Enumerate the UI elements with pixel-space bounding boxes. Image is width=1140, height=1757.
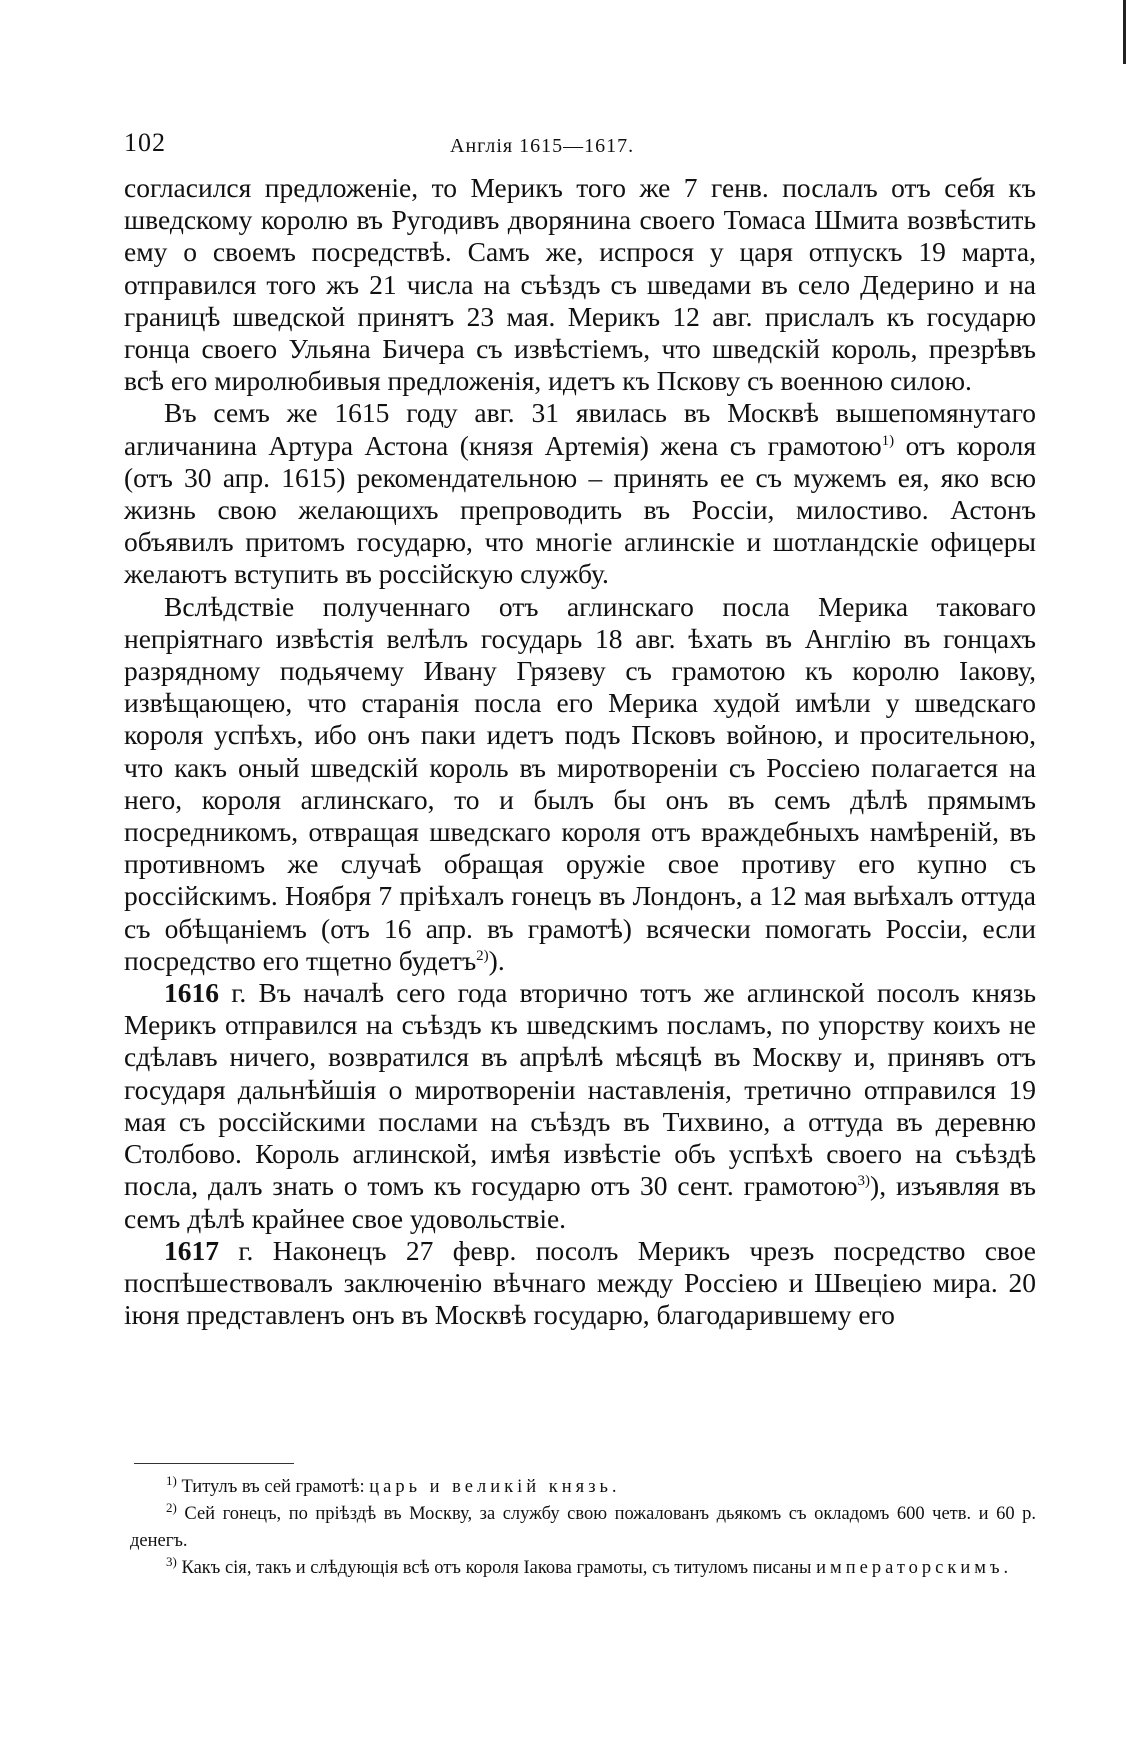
page-edge-line (1123, 0, 1126, 64)
paragraph-text: Въ семъ же 1615 году авг. 31 явилась въ Москвѣ вышепомянутаго агличанина Артура Астона (князя Артемія) жена съ грамотою (124, 397, 1036, 461)
footnote-reference: 3) (857, 1173, 871, 1190)
footnote-1 (130, 1474, 1036, 1501)
footnote-text: Титулъ въ сей грамотѣ: (176, 1477, 370, 1497)
paragraph-text: ). (488, 944, 505, 976)
footnote-rule (134, 1463, 294, 1464)
year-heading: 1617 (164, 1234, 219, 1266)
running-head: Англія 1615—1617. (450, 135, 635, 157)
footnote-reference: 2) (476, 947, 489, 964)
footnote-reference: 1) (881, 432, 895, 449)
paragraph-2 (124, 397, 1036, 590)
year-heading: 1616 (164, 977, 219, 1009)
main-text (124, 172, 1036, 1331)
paragraph-text: г. Въ началѣ сего года вторично тотъ же аглинской посолъ князь Мерикъ отправился на съѣздъ къ шведскимъ посламъ, по упорству коихъ не сдѣлавъ ничего, возвратился въ апрѣлѣ мѣсяцѣ въ Москву и, принявъ отъ государя дальнѣйшія о миротвореніи наставленія, третично отправился 19 мая съ россійскими послами на съѣздъ въ Тихвино, а оттуда въ деревню Столбово. Король аглинской, имѣя извѣстіе объ успѣхѣ своего на съѣздѣ посла, далъ знать о томъ къ государю отъ 30 сент. грамотою (124, 977, 1036, 1202)
paragraph-1 (124, 172, 1036, 397)
footnote-2 (130, 1501, 1036, 1555)
page-number: 102 (124, 128, 166, 157)
footnote-spaced-text: императорскимъ. (816, 1558, 1013, 1578)
paragraph-5 (124, 1235, 1036, 1332)
paragraph-text: согласился предложеніе, то Мерикъ того же 7 генв. послалъ отъ себя къ шведскому королю въ Ругодивъ дворянина своего Томаса Шмита возвѣстить ему о своемъ посредствѣ. Самъ же, испрося у царя отпускъ 19 марта, отправился того жъ 21 числа на съѣздъ съ шведами въ село Дедерино и на границѣ шведской принятъ 23 мая. Мерикъ 12 авг. прислалъ къ государю гонца своего Ульяна Бичера съ извѣстіемъ, что шведскій король, презрѣвъ всѣ его миролюбивыя предложенія, идетъ къ Пскову съ военною силою. (124, 172, 1036, 397)
paragraph-4 (124, 977, 1036, 1235)
paragraph-text: ), изъявляя въ семъ дѣлѣ крайнее свое удовольствіе. (124, 1170, 1036, 1234)
paragraph-text: отъ короля (отъ 30 апр. 1615) рекомендательною – принять ее съ мужемъ ея, яко всю жизнь свою желающихъ препроводить въ Россіи, милостиво. Астонъ объявилъ притомъ государю, что многіе аглинскіе и шотландскіе офицеры желаютъ вступить въ россійскую службу. (124, 429, 1036, 590)
footnote-mark: 1) (166, 1472, 177, 1488)
footnote-mark: 2) (166, 1499, 177, 1515)
paragraph-text: г. Наконецъ 27 февр. посолъ Мерикъ чрезъ посредство свое поспѣшествовалъ заключенію вѣчнаго между Россіею и Швеціею мира. 20 іюня представленъ онъ въ Москвѣ государю, благодарившему его (124, 1234, 1036, 1331)
footnote-mark: 3) (166, 1553, 177, 1569)
footnote-text: Какъ сія, такъ и слѣдующія всѣ отъ короля Іакова грамоты, съ титуломъ писаны (176, 1558, 817, 1578)
footnotes (130, 1474, 1036, 1582)
footnote-3 (130, 1555, 1036, 1582)
paragraph-3 (124, 591, 1036, 977)
footnote-text: Сей гонецъ, по пріѣздѣ въ Москву, за службу свою пожалованъ дьякомъ съ окладомъ 600 четв. и 60 р. денегъ. (130, 1504, 1036, 1551)
paragraph-text: Вслѣдствіе полученнаго отъ аглинскаго посла Мерика таковаго непріятнаго извѣстія велѣлъ государь 18 авг. ѣхать въ Англію въ гонцахъ разрядному подьячему Ивану Грязеву съ грамотою къ королю Іакову, извѣщающею, что старанія посла его Мерика худой имѣли у шведскаго короля успѣхъ, ибо онъ паки идетъ подъ Псковъ войною, и просительною, что какъ оный шведскій король въ миротвореніи съ Россіею полагается на него, короля аглинскаго, то и былъ бы онъ въ семъ дѣлѣ прямымъ посредникомъ, отвращая шведскаго короля отъ враждебныхъ намѣреній, въ противномъ же случаѣ обращая оружіе свое противу его купно съ россійскимъ. Ноября 7 пріѣхалъ гонецъ въ Лондонъ, а 12 мая выѣхалъ оттуда съ обѣщаніемъ (отъ 16 апр. въ грамотѣ) всячески помогать Россіи, если посредство его тщетно будетъ (124, 590, 1036, 976)
footnote-spaced-text: царь и великій князь. (369, 1477, 621, 1497)
